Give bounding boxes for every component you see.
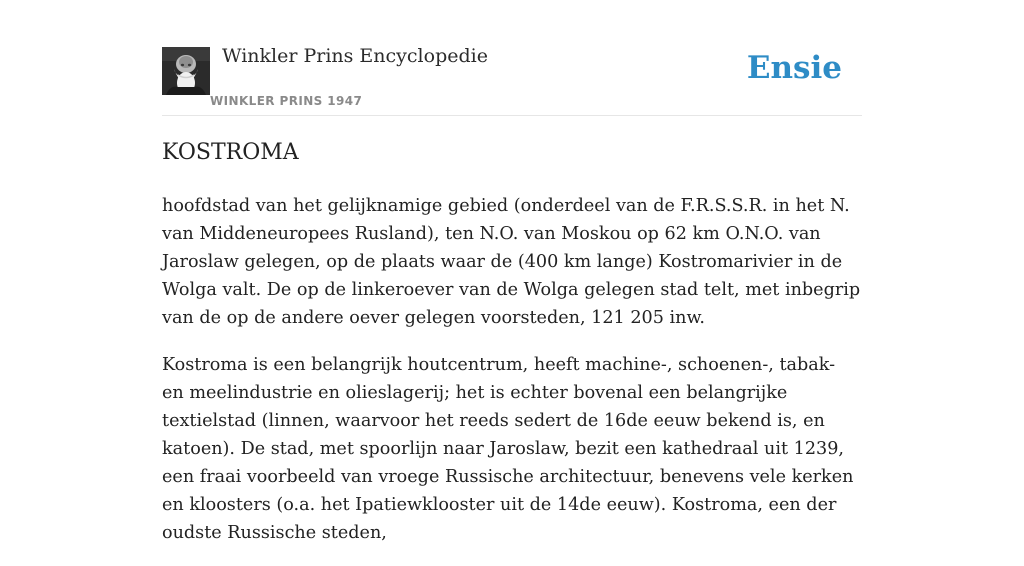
author-avatar-icon[interactable]	[162, 47, 210, 95]
bearded-man-portrait-icon	[162, 47, 210, 95]
site-title-link[interactable]: Winkler Prins Encyclopedie	[222, 45, 488, 67]
article-paragraph: hoofdstad van het gelijknamige gebied (onderdeel van de F.R.S.S.R. in het N. van Middeneuropees Rusland), ten N.O. van Moskou op 62 km O.N.O. van Jaroslaw gelegen, op de plaats waar de (400 km lange) Kostromarivier in de Wolga valt. De op de linkeroever van de Wolga gelegen stad telt, met inbegrip van de op de andere oever gelegen voorsteden, 121 205 inw.	[162, 196, 861, 328]
content-container	[162, 0, 862, 543]
article-title: KOSTROMA	[162, 140, 299, 165]
header	[162, 0, 862, 116]
site-subtitle: WINKLER PRINS 1947	[210, 94, 363, 108]
article-paragraph: Kostroma is een belangrijk houtcentrum, heeft machine-, schoenen-, tabak- en meelindustrie en olieslagerij; het is echter bovenal een belangrijke textielstad (linnen, waarvoor het reeds sedert de 16de eeuw bekend is, en katoen). De stad, met spoorlijn naar Jaroslaw, bezit een kathedraal uit 1239, een fraai voorbeeld van vroege Russische architectuur, benevens vele kerken en kloosters (o.a. het Ipatiewklooster uit de 14de eeuw). Kostroma, een der oudste Russische steden,	[162, 355, 854, 543]
article-body	[162, 192, 862, 566]
brand-logo-link[interactable]: Ensie	[746, 50, 842, 86]
